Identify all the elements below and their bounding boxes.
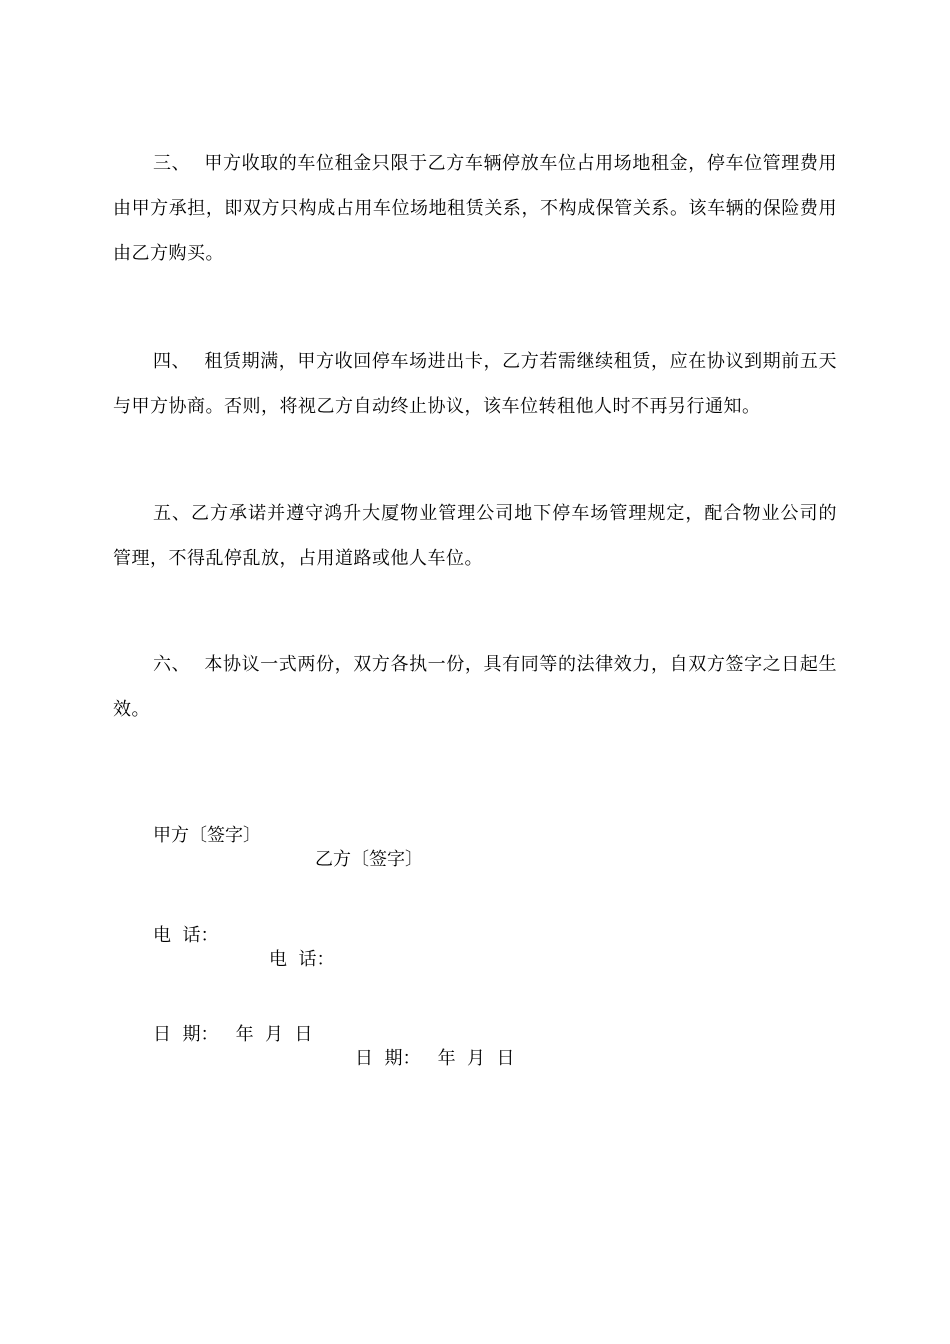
phone-row bbox=[153, 900, 335, 996]
clause-three-text: 甲方收取的车位租金只限于乙方车辆停放车位占用场地租金，停车位管理费用由甲方承担，即双方只构成占用车位场地租赁关系，不构成保管关系。该车辆的保险费用由乙方购买。 bbox=[113, 153, 838, 264]
clause-five-label: 五、 bbox=[153, 503, 192, 524]
clause-four bbox=[113, 339, 837, 429]
clause-five bbox=[113, 491, 837, 581]
clause-three bbox=[113, 141, 837, 276]
party-a-phone: 电 话： bbox=[153, 925, 219, 946]
party-b-date: 日 期： 年 月 日 bbox=[355, 1048, 515, 1069]
party-a-date: 日 期： 年 月 日 bbox=[153, 1024, 313, 1045]
clause-five-text: 乙方承诺并遵守鸿升大厦物业管理公司地下停车场管理规定，配合物业公司的管理，不得乱停乱放，占用道路或他人车位。 bbox=[113, 503, 837, 569]
clause-six-label: 六、 bbox=[153, 654, 191, 675]
clause-three-label: 三、 bbox=[153, 153, 191, 174]
party-b-signature: 乙方〔签字〕 bbox=[315, 849, 423, 870]
clause-four-label: 四、 bbox=[153, 351, 191, 372]
party-b-phone: 电 话： bbox=[269, 949, 335, 970]
date-row bbox=[153, 999, 515, 1095]
clause-six bbox=[113, 642, 837, 732]
party-a-signature: 甲方〔签字〕 bbox=[153, 825, 261, 846]
clause-six-text: 本协议一式两份，双方各执一份，具有同等的法律效力，自双方签字之日起生效。 bbox=[113, 654, 838, 720]
signature-row bbox=[153, 800, 423, 896]
clause-four-text: 租赁期满，甲方收回停车场进出卡，乙方若需继续租赁，应在协议到期前五天与甲方协商。否则，将视乙方自动终止协议，该车位转租他人时不再另行通知。 bbox=[113, 351, 838, 417]
